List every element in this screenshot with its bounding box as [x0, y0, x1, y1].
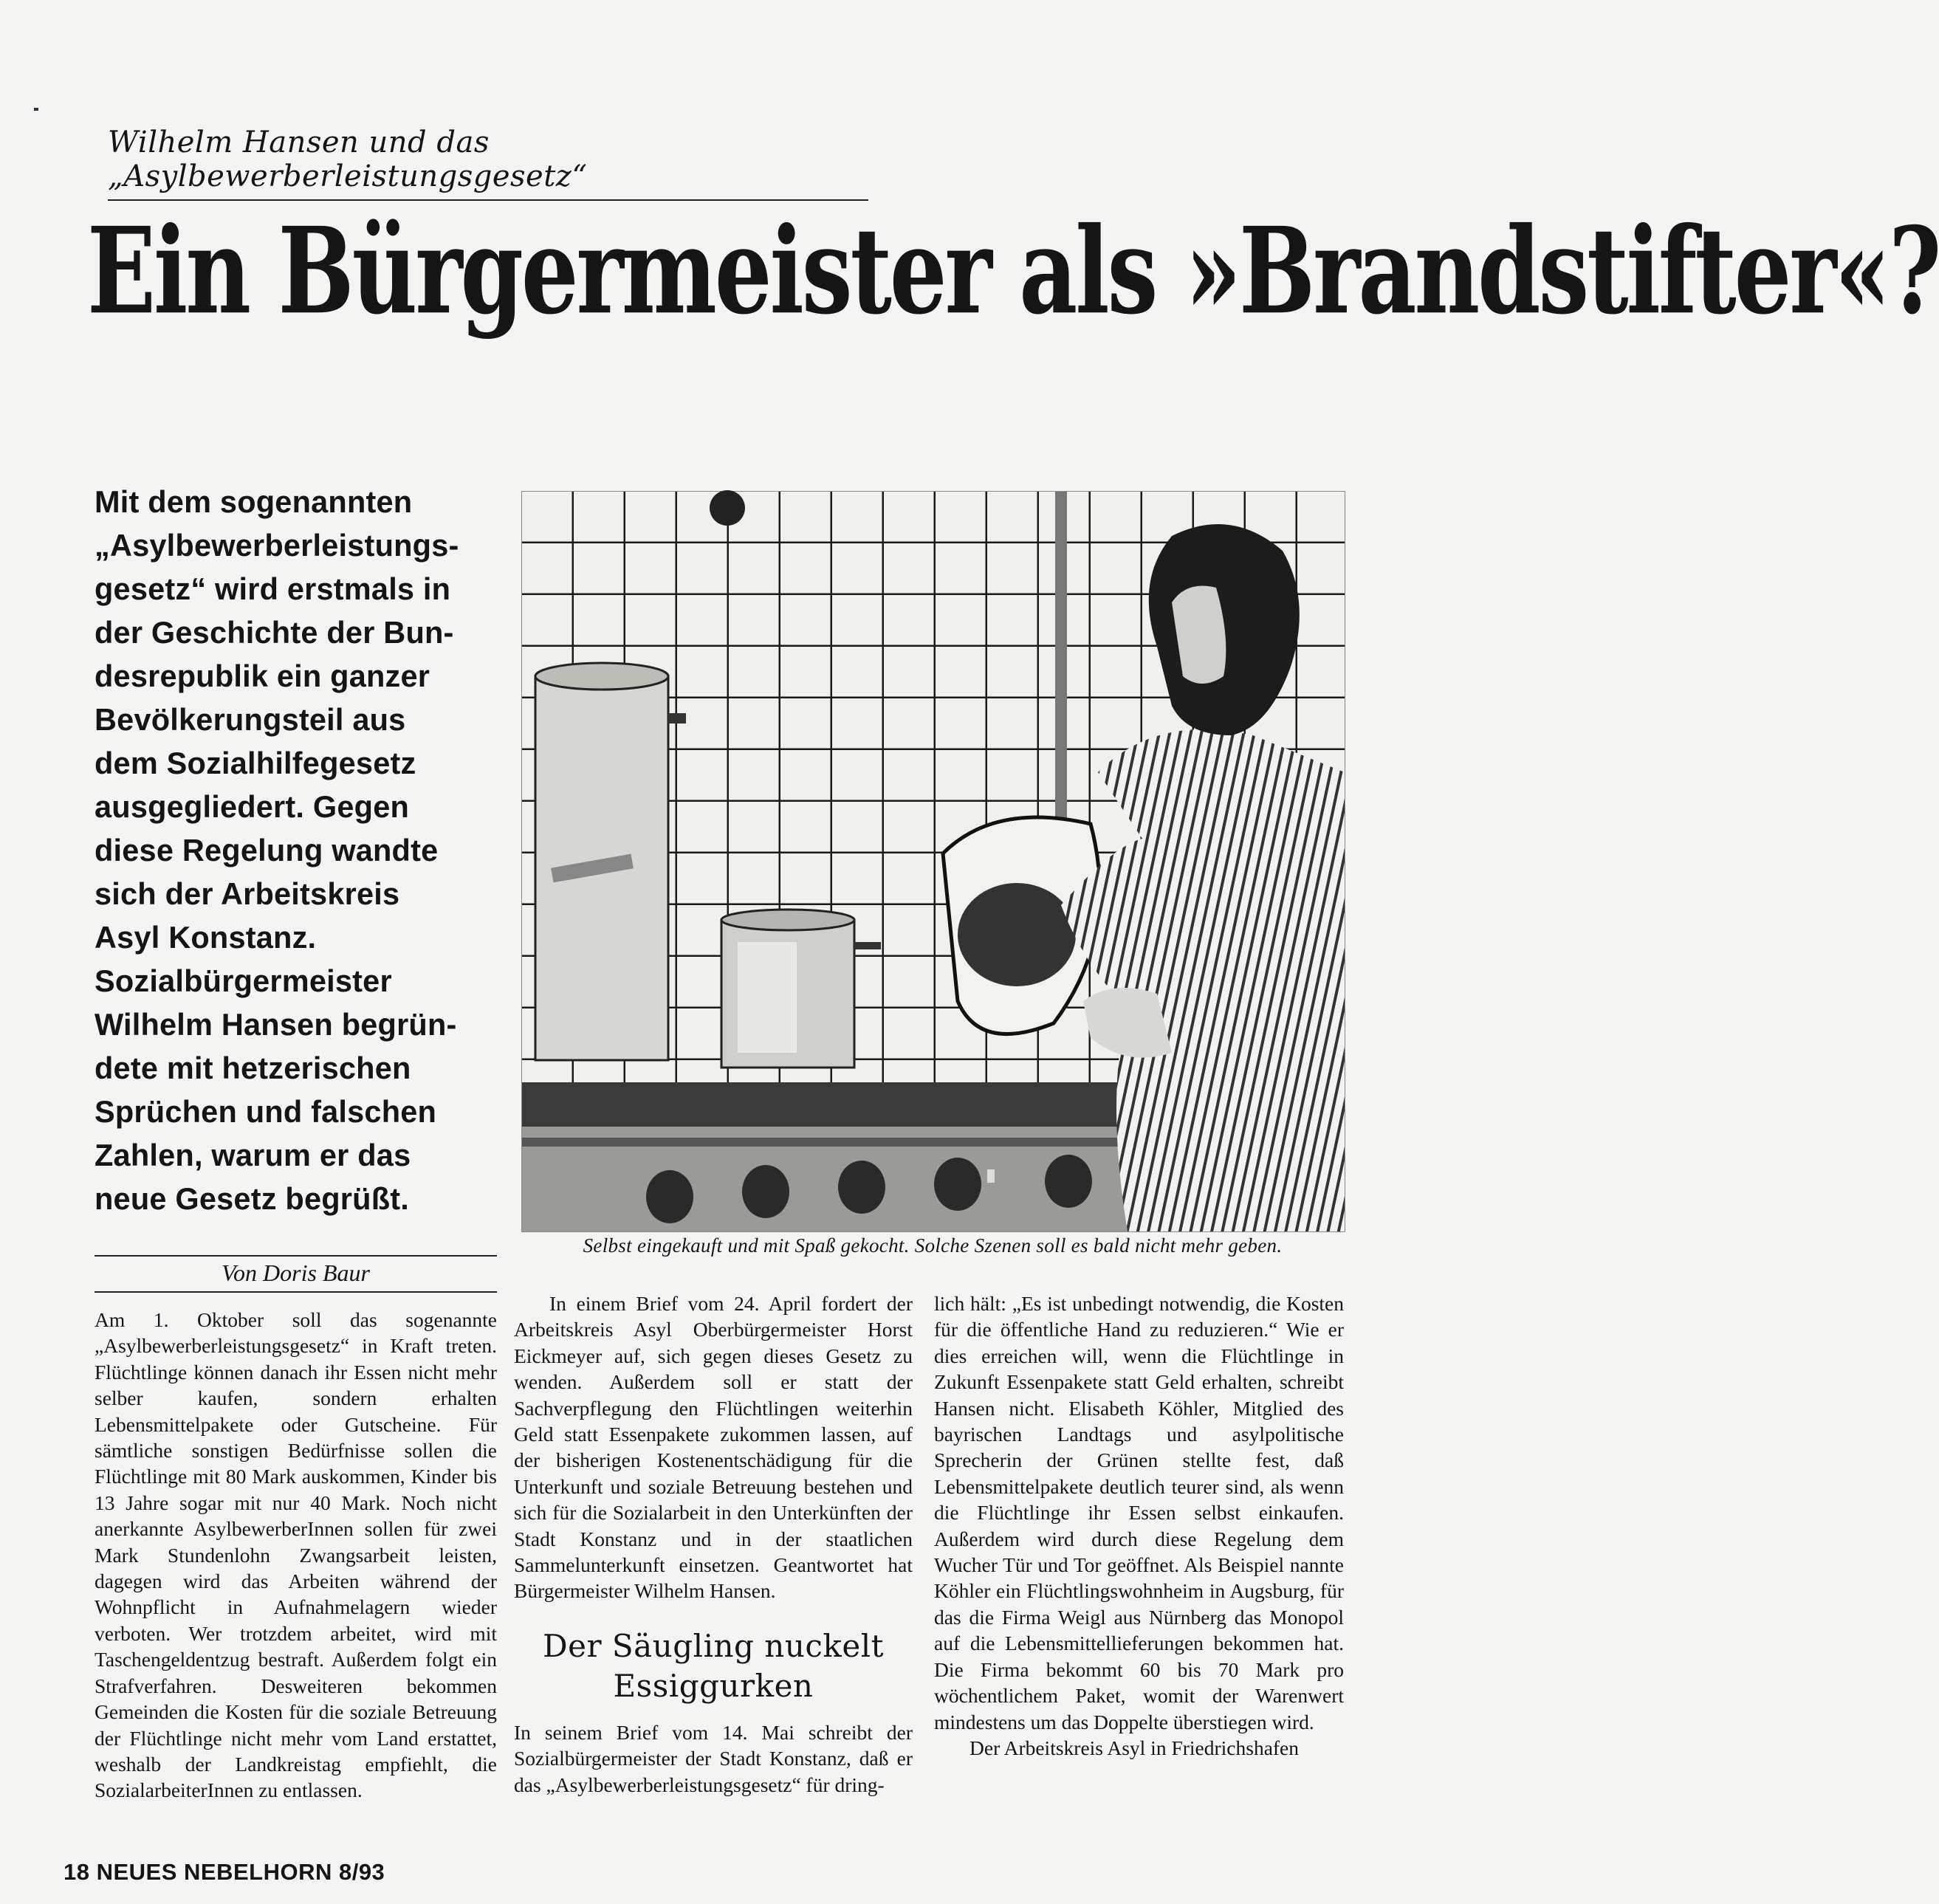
- intro-text: [95, 480, 508, 1220]
- intro-line: Mit dem sogenannten: [95, 484, 413, 519]
- intro-line: Zahlen, warum er das: [95, 1138, 411, 1172]
- intro-line: ausgegliedert. Gegen: [95, 789, 410, 824]
- kitchen-photo-illustration: [522, 492, 1345, 1231]
- intro-line: sich der Arbeitskreis: [95, 876, 400, 911]
- page-folio: 18 NEUES NEBELHORN 8/93: [64, 1859, 385, 1885]
- paragraph: In einem Brief vom 24. April fordert der Arbeitskreis Asyl Oberbürgermeister Horst Eickmeyer auf, sich gegen dieses Gesetz zu wenden. Außerdem soll er statt der Sachverpflegung den Flüchtlingen weiterhin Geld statt Essenpakete zukommen lassen, auf der bisherigen Kostenentschädigung für die Unterkunft und soziale Betreuung bestehen und sich für die Sozialarbeit in den Unterkünften der Stadt Konstanz und in der staatlichen Sammelunterkunft einsetzen. Geantwortet hat Bürgermeister Wilhelm Hansen.: [514, 1292, 913, 1603]
- paragraph: lich hält: „Es ist unbedingt notwendig, die Kosten für die öffentliche Hand zu reduzieren.“ Wie er dies erreichen will, wenn die Flüchtlinge in Zukunft Essenpakete statt Geld erhalten, schreibt Hansen nicht. Elisabeth Köhler, Mitglied des bayrischen Landtags und asylpolitische Sprecherin der Grünen stellte fest, daß Lebensmittelpakete deutlich teurer sind, als wenn die Flüchtlinge ihr Essen selbst einkaufen. Außerdem wird durch diese Regelung dem Wucher Tür und Tor geöffnet. Als Beispiel nannte Köhler ein Flüchtlingswohnheim in Augsburg, für das die Firma Weigl aus Nürnberg das Monopol auf die Lebensmittellieferungen bekommen hat. Die Firma bekommt 60 bis 70 Mark pro wöchentlichem Paket, womit der Warenwert mindestens um das Doppelte überstiegen wird.: [934, 1292, 1344, 1733]
- intro-line: gesetz“ wird erstmals in: [95, 571, 451, 606]
- intro-line: Asyl Konstanz.: [95, 920, 317, 955]
- intro-line: diese Regelung wandte: [95, 833, 439, 867]
- intro-line: desrepublik ein ganzer: [95, 659, 430, 693]
- byline: Von Doris Baur: [95, 1255, 497, 1293]
- intro-line: der Geschichte der Bun-: [95, 615, 454, 650]
- column-1: [95, 1307, 497, 1804]
- kitchen-photo: [521, 491, 1345, 1232]
- kicker-line: Wilhelm Hansen und das „Asylbewerberleistungsgesetz“: [108, 126, 868, 201]
- paragraph: Am 1. Oktober soll das sogenannte „Asylbewerberleistungsgesetz“ in Kraft treten. Flüchtlinge können danach ihr Essen nicht mehr selber kaufen, sondern erhalten Lebensmittelpakete oder Gutscheine. Für sämtliche sonstigen Bedürfnisse sollen die Flüchtlinge mit 80 Mark auskommen, Kinder bis 13 Jahre sogar mit nur 40 Mark. Noch nicht anerkannte AsylbewerberInnen sollen für zwei Mark Stundenlohn Zwangsarbeit leisten, dagegen wird das Arbeiten während der Wohnpflicht in Aufnahmelagern wieder verboten. Wer trotzdem arbeitet, wird mit Taschengeldentzug bestraft. Außerdem folgt ein Strafverfahren. Desweiteren bekommen Gemeinden die Kosten für die soziale Betreuung der Flüchtlinge nicht mehr vom Land erstattet, weshalb der Landkreistag empfiehlt, die SozialarbeiterInnen zu entlassen.: [95, 1308, 497, 1802]
- intro-line: Wilhelm Hansen begrün-: [95, 1007, 457, 1042]
- intro-line: neue Gesetz begrüßt.: [95, 1181, 409, 1216]
- paragraph: In seinem Brief vom 14. Mai schreibt der Sozialbürgermeister der Stadt Konstanz, daß er das „Asylbewerberleistungsgesetz“ für dring-: [514, 1720, 913, 1796]
- column-2: [514, 1290, 913, 1798]
- headline: Ein Bürgermeister als »Brandstifter«?: [87, 200, 1939, 341]
- subheading: Der Säugling nuckelt Essiggurken: [542, 1627, 885, 1704]
- intro-line: dem Sozialhilfegesetz: [95, 746, 416, 780]
- photo-caption: Selbst eingekauft und mit Spaß gekocht. Solche Szenen soll es bald nicht mehr geben.: [583, 1234, 1283, 1257]
- paragraph: Der Arbeitskreis Asyl in Friedrichshafen: [969, 1736, 1300, 1759]
- intro-line: „Asylbewerberleistungs-: [95, 528, 459, 563]
- intro-line: Sozialbürgermeister: [95, 963, 392, 998]
- intro-line: Bevölkerungsteil aus: [95, 702, 406, 737]
- scan-speck: [34, 108, 38, 111]
- intro-line: dete mit hetzerischen: [95, 1051, 411, 1085]
- intro-line: Sprüchen und falschen: [95, 1094, 437, 1129]
- column-3: [934, 1290, 1344, 1761]
